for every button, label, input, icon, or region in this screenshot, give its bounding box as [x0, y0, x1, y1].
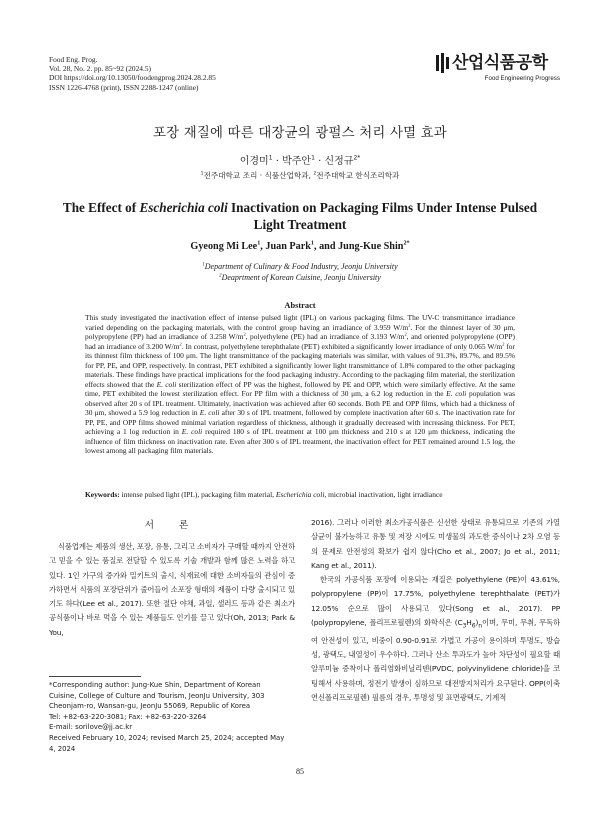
keywords-text: Keywords: [85, 490, 120, 499]
logo-bars-icon [436, 53, 449, 73]
journal-name: Food Eng. Prog. [49, 55, 98, 64]
korean-author-name: 이경미 [239, 156, 269, 167]
author-affil-mark: 1 [310, 240, 314, 247]
abstract-text: 2 [502, 341, 505, 347]
body-text: ) [475, 618, 479, 628]
affil-text: Deaprtment of Korean Cuisine, Jeonju University [221, 273, 381, 282]
abstract-text: . In contrast, polyethylene terephthalate (PET) exhibited a significantly lower irradiance of only 0.065 W/m [181, 341, 503, 351]
footnote-divider [49, 676, 141, 677]
korean-authors [0, 152, 600, 167]
footnote-line: Cuisine, College of Culture and Tourism, JeonJu University, 303 [49, 691, 265, 700]
logo-english-text: Food Engineering Progress [484, 75, 560, 82]
body-text: 한국의 가공식품 포장에 이용되는 재질은 polyethylene (PE)이 43.61%, polypropylene (PP)이 17.75%, polyethylene terephthalate (PET)가 12.05% 순으로 많이 사용되고 있다(Song et al., 2017). PP (polypropylene, 폴리프로필렌)의 화학식은 (C [311, 575, 560, 628]
affiliation-line [0, 272, 600, 283]
korean-title: 포장 재질에 따른 대장균의 광펄스 처리 사멸 효과 [153, 126, 447, 141]
abstract-text: required 180 s of IPL treatment at 100 μm thickness and 210 s at 120 μm thickness, indicating the influence of film thickness on inactivation rate. Even after 300 s of IPL treatment, the inactivation effect for PET remained around 1.5 log, the lowest among all packaging film materials. [85, 427, 515, 455]
body-text: 이며, 무미, 무취, 무독하여 안전성이 있고, 비중이 0.90-0.91로 가볍고 가공이 용이하며 투명도, 방습성, 광택도, 내열성이 우수하다. 그러나 산소 투과도가 높아 차단성이 필요할 때 알루미늄 증착이나 폴리염화비닐리덴(PVDC, polyvinylidene chloride)을 코팅해서 사용하며, 정전기 발생이 심하므로 대전방지처리가 요구된다. OPP(이축연신폴리프로필렌) 필름의 경우, 투명성 및 표면광택도, 기계적 [311, 618, 560, 703]
abstract-heading: Abstract [284, 301, 316, 310]
corresponding-author-footnote [49, 680, 297, 754]
section-heading-introduction: 서 론 [144, 520, 200, 531]
body-paragraph [311, 573, 560, 705]
body-text: 3 [462, 622, 467, 630]
page-number: 85 [296, 767, 304, 776]
korean-affil-mark: 2 [313, 171, 317, 177]
journal-logo [436, 52, 560, 90]
logo-korean-text: 산업식품공학 [452, 53, 548, 73]
korean-author-affil-mark: 1 [311, 154, 315, 162]
affil-mark: 1 [202, 262, 205, 268]
journal-issn: ISSN 1226-4768 (print), ISSN 2288-1247 (online) [49, 82, 199, 92]
keywords-text: intense pulsed light (IPL), packaging film material, [119, 490, 276, 499]
title-organism: Escherichia coli [139, 200, 228, 215]
korean-affil-text: 전주대학교 조리 · 식품산업학과, [203, 171, 314, 180]
abstract-text: , polyethylene (PE) had an irradiance of 3.193 W/m [245, 332, 405, 341]
abstract-text: , and oriented polypropylene (OPP) had an irradiance of 3.200 W/m [85, 332, 516, 351]
journal-doi: DOI https://doi.org/10.13050/foodengprog.2024.28.2.85 [49, 73, 216, 83]
author-joiner: , and [313, 241, 339, 252]
body-paragraph [49, 540, 295, 640]
abstract-text: E. coli [199, 408, 220, 417]
author-affil-mark: 1 [257, 240, 261, 247]
footnote-line: *Corresponding author: Jung-Kue Shin, Department of Korean [49, 681, 261, 689]
english-affiliations [0, 261, 600, 283]
journal-volume: Vol. 28, No. 2. pp. 85~92 (2024.5) [49, 64, 151, 74]
footnote-line: Tel: +82-63-220-3081; Fax: +82-63-220-3264 [49, 712, 207, 721]
keywords-text: , microbial inactivation, light irradiance [324, 490, 443, 499]
abstract-text: population was observed after 20 s of IPL treatment. Ultimately, inactivation was achieved after 60 seconds. Both PE and OPP films, which had a thickness of 30 μm, showed a 5.9 log reduction in [85, 389, 515, 417]
english-title [60, 199, 540, 233]
abstract-text: . For the thinnest layer of 30 μm, polypropylene (PP) had an irradiance of 3.258 W/m [85, 322, 515, 341]
body-paragraph [311, 516, 560, 573]
korean-affiliations [0, 170, 600, 181]
abstract-text: This study investigated the inactivation effect of intense pulsed light (IPL) on various packaging films. The UV-C transmittance irradiance varied depending on the packaging materials, with the control group having an irradiance of 3.959 W/m [85, 313, 515, 332]
body-text: 6 [471, 622, 476, 630]
korean-author-affil-mark: 1 [268, 154, 273, 162]
body-text: 식품업계는 제품의 생산, 포장, 유통, 그리고 소비자가 구매할 때까지 안전하고 믿을 수 있는 품질로 전달할 수 있도록 기술 개발과 함께 많은 노력을 하고 있다. 1인 가구의 증가와 밀키트의 출시, 식재료에 대한 소비자들의 관심이 증가하면서 식품의 포장단위가 줄어들어 소포장 형태의 제품이 다량 출시되고 있기도 하다(Lee et al., 2017). 또한 절단 야채, 과일, 샐러드 등과 같은 최소가공식품이나 바로 먹을 수 있는 제품들도 인기를 끌고 있다(Oh, 2013; Park & You, [49, 542, 295, 637]
title-post: Inactivation on Packaging Films Under Intense Pulsed Light Treatment [227, 200, 538, 232]
author-separator: · [272, 156, 283, 167]
author-name: Gyeong Mi Lee [190, 241, 258, 252]
author-joiner: , [260, 241, 266, 252]
abstract-text: E. coli [446, 389, 467, 398]
abstract-body [85, 313, 515, 456]
abstract-text: after 30 s of IPL treatment, followed by complete inactivation after 60 s. The inactivation rate for PP, PE, and OPP films showed minimal variation regardless of thickness, although it gradually decreased with increasing thickness. For PET, achieving a 1 log reduction in [85, 408, 515, 436]
body-text: n [478, 622, 482, 630]
abstract-text: 2 [404, 331, 407, 337]
affil-mark: 2 [219, 273, 222, 279]
abstract-text: E. coli [156, 379, 177, 389]
abstract-text: 2 [408, 322, 411, 328]
journal-meta [49, 55, 216, 92]
abstract-text: for its thinnest film thickness of 100 μm. The light transmittance of the packaging materials was similar, with values of 91.3%, 89.7%, and 89.5% for PP, PE, and OPP, respectively. In contrast, PET exhibited a significantly lower light transmittance of 1.8% compared to the other packaging materials. These findings have practical implications for the food packaging industry. According to the packaging film material, the sterilization effects showed that the [85, 341, 516, 389]
korean-author-affil-mark: 2* [353, 154, 361, 162]
title-pre: The Effect of [62, 200, 140, 215]
footnote-line: Cheonjam-ro, Wansan-gu, JeonJu 55069, Republic of Korea [49, 702, 251, 711]
author-affil-mark: 2* [403, 240, 410, 247]
abstract-text: E. coli [181, 427, 203, 436]
affiliation-line [0, 261, 600, 272]
korean-author-name: 신정규 [324, 156, 354, 167]
body-text: H [466, 618, 472, 628]
footnote-line: 4, 2024 [49, 744, 76, 753]
author-name: Jung-Kue Shin [338, 241, 404, 252]
body-column-left [49, 540, 295, 640]
english-authors [0, 241, 600, 252]
affil-text: Department of Culinary & Food Industry, Jeonju University [204, 262, 398, 271]
abstract-text: 2 [179, 341, 182, 347]
footnote-line: Received February 10, 2024; revised March 25, 2024; accepted May [49, 733, 285, 742]
abstract-text: sterilization effect of PP was the highest, followed by PE and OPP, which were similarly effective. At the same time, PET exhibited the lowest sterilization effect. For PP film with a thickness of 30 μm, a 6.2 log reduction in the [85, 379, 515, 398]
korean-affil-text: 전주대학교 한식조리학과 [316, 171, 400, 180]
body-column-right [311, 516, 560, 705]
korean-author-name: 박주안 [282, 156, 312, 167]
author-separator: · [314, 156, 325, 167]
keywords-text: Escherichia coli [275, 490, 325, 499]
footnote-line: E-mail: sorilove@jj.ac.kr [49, 723, 133, 732]
body-text: 2016). 그러나 이러한 최소가공식품은 신선한 상태로 유통되므로 기존의 가열 살균이 불가능하고 유통 및 저장 시에도 미생물의 과도한 증식이나 2차 오염 등의 문제로 안전성의 확보가 쉽지 않다(Cho et al., 2007; Jo et al., 2011; Kang et al., 2011). [311, 518, 560, 570]
author-name: Juan Park [265, 241, 311, 252]
korean-affil-mark: 1 [200, 171, 204, 177]
abstract-text: 2 [243, 331, 246, 337]
keywords-line [85, 490, 515, 500]
